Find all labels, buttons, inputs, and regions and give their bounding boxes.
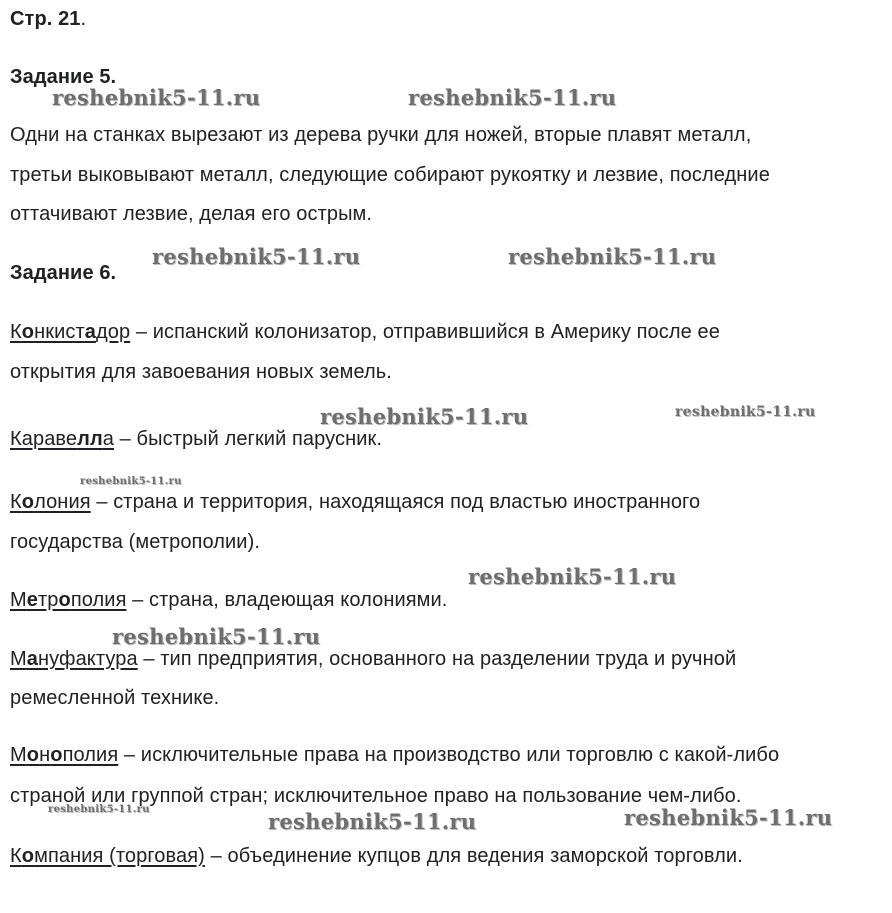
term-stressed-letter: о — [21, 845, 35, 867]
term-word — [10, 744, 118, 766]
term-word — [10, 845, 205, 867]
term-entry — [10, 647, 736, 671]
watermark: reshebnik5-11.ru — [52, 85, 261, 110]
term-stressed-letter: о — [26, 744, 40, 766]
term-stressed-letter: о — [21, 321, 35, 343]
term-letters: нкист — [34, 321, 85, 343]
term-continuation: государства (метрополии). — [10, 531, 260, 553]
term-letters: полия — [70, 589, 127, 611]
task5-heading: Задание 5. — [10, 66, 117, 88]
term-definition: – быстрый легкий парусник. — [114, 428, 383, 450]
term-word — [10, 589, 127, 611]
term-entry — [10, 588, 447, 612]
watermark: reshebnik5-11.ru — [80, 476, 182, 487]
watermark: reshebnik5-11.ru — [468, 564, 677, 589]
watermark: reshebnik5-11.ru — [152, 244, 361, 269]
task5-line-2: третьи выковывают металл, следующие собирают рукоятку и лезвие, последние — [10, 164, 770, 186]
term-stressed-letter: о — [50, 744, 63, 766]
term-stressed-letter: а — [84, 321, 96, 343]
term-letters: Карав — [10, 428, 66, 450]
watermark: reshebnik5-11.ru — [48, 804, 150, 815]
term-letters: М — [10, 744, 27, 766]
term-definition: – объединение купцов для ведения заморской торговли. — [204, 845, 743, 867]
task5-line-3: оттачивают лезвие, делая его острым. — [10, 203, 373, 225]
term-stressed-letter: о — [21, 491, 35, 513]
term-word — [10, 428, 114, 450]
term-continuation: страной или группой стран; исключительное право на пользование чем-либо. — [10, 785, 742, 807]
page-label-text: Стр. 21 — [10, 8, 81, 30]
watermark: reshebnik5-11.ru — [675, 404, 816, 420]
watermark: reshebnik5-11.ru — [112, 624, 321, 649]
term-definition: – исключительные права на производство или торговлю с какой-либо — [118, 744, 780, 766]
term-letters: К — [10, 491, 22, 513]
page-label-dot: . — [80, 8, 87, 30]
page-label — [10, 7, 86, 31]
term-definition: – тип предприятия, основанного на разделении труда и ручной — [137, 648, 737, 670]
term-entry — [10, 427, 382, 451]
term-entry — [10, 743, 779, 767]
term-letters: К — [10, 321, 22, 343]
term-stressed-letter: о — [58, 589, 71, 611]
term-letters: е — [65, 428, 78, 450]
term-word — [10, 648, 138, 670]
term-letters: мпания (торговая) — [34, 845, 205, 867]
term-definition: – испанский колонизатор, отправившийся в Америку после ее — [130, 321, 720, 343]
watermark: reshebnik5-11.ru — [320, 404, 529, 429]
term-letters: а — [102, 428, 115, 450]
term-continuation: ремесленной технике. — [10, 687, 220, 709]
term-letters: М — [10, 589, 27, 611]
term-definition: – страна, владеющая колониями. — [126, 589, 448, 611]
term-continuation: открытия для завоевания новых земель. — [10, 361, 392, 383]
watermark: reshebnik5-11.ru — [508, 244, 717, 269]
term-definition: – страна и территория, находящаяся под властью иностранного — [90, 491, 701, 513]
term-letters: н — [39, 744, 51, 766]
term-letters: тр — [38, 589, 59, 611]
term-entry — [10, 844, 743, 868]
term-entry — [10, 320, 720, 344]
term-stressed-letter: е — [26, 589, 38, 611]
term-word — [10, 321, 130, 343]
task6-heading: Задание 6. — [10, 262, 117, 284]
watermark: reshebnik5-11.ru — [408, 85, 617, 110]
term-stressed-letter: лл — [77, 428, 103, 450]
term-letters: полия — [62, 744, 119, 766]
term-letters: дор — [95, 321, 131, 343]
term-letters: К — [10, 845, 22, 867]
term-letters: М — [10, 648, 27, 670]
term-stressed-letter: а — [26, 648, 38, 670]
watermark: reshebnik5-11.ru — [624, 805, 833, 830]
term-entry — [10, 490, 700, 514]
task5-line-1: Одни на станках вырезают из дерева ручки для ножей, вторые плавят металл, — [10, 124, 752, 146]
term-letters: нуфактура — [38, 648, 138, 670]
watermark: reshebnik5-11.ru — [268, 809, 477, 834]
term-letters: лония — [34, 491, 91, 513]
term-word — [10, 491, 91, 513]
